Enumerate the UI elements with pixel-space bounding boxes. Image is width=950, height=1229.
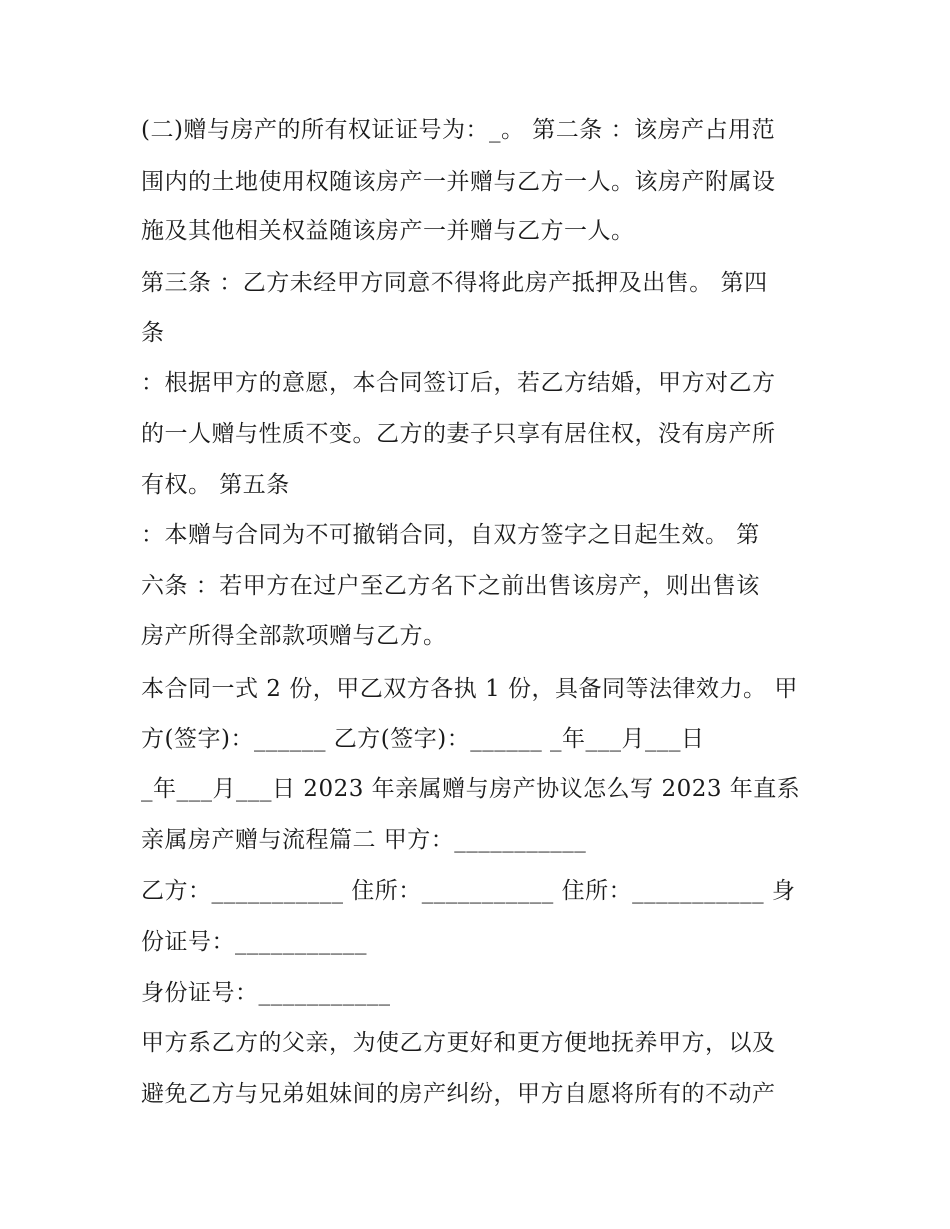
- text-line: (二)赠与房产的所有权证证号为：_。 第二条 ：该房产占用范: [141, 117, 776, 143]
- text-line: 的一人赠与性质不变。乙方的妻子只享有居住权，没有房产所: [141, 421, 776, 447]
- text-line: 亲属房产赠与流程篇二 甲方：___________: [141, 827, 587, 853]
- text-line: 围内的土地使用权随该房产一并赠与乙方一人。该房产附属设: [141, 169, 776, 195]
- text-line: 避免乙方与兄弟姐妹间的房产纠纷，甲方自愿将所有的不动产: [141, 1081, 776, 1107]
- text-line: ：根据甲方的意愿，本合同签订后，若乙方结婚，甲方对乙方: [141, 370, 776, 396]
- text-line: 房产所得全部款项赠与乙方。: [141, 623, 447, 649]
- text-line: 份证号：___________: [141, 929, 367, 955]
- text-line: 条: [141, 320, 165, 346]
- text-line: _年___月___日 2023 年亲属赠与房产协议怎么写 2023 年直系: [141, 776, 801, 802]
- text-line: 乙方：___________ 住所：___________ 住所：___________ 身: [141, 878, 796, 904]
- text-line: 甲方系乙方的父亲，为使乙方更好和更方便地抚养甲方，以及: [141, 1030, 776, 1056]
- text-line: 施及其他相关权益随该房产一并赠与乙方一人。: [141, 218, 635, 244]
- text-line: 六条 ：若甲方在过户至乙方名下之前出售该房产，则出售该: [141, 573, 760, 599]
- text-line: 有权。 第五条: [141, 472, 290, 498]
- text-line: 本合同一式 2 份，甲乙双方各执 1 份，具备同等法律效力。 甲: [141, 676, 798, 702]
- text-line: 方(签字)：______ 乙方(签字)：______ _年___月___日: [141, 726, 705, 752]
- text-line: 身份证号：___________: [141, 980, 391, 1006]
- text-line: 第三条 ：乙方未经甲方同意不得将此房产抵押及出售。 第四: [141, 270, 768, 296]
- text-line: ：本赠与合同为不可撤销合同，自双方签字之日起生效。 第: [141, 522, 760, 548]
